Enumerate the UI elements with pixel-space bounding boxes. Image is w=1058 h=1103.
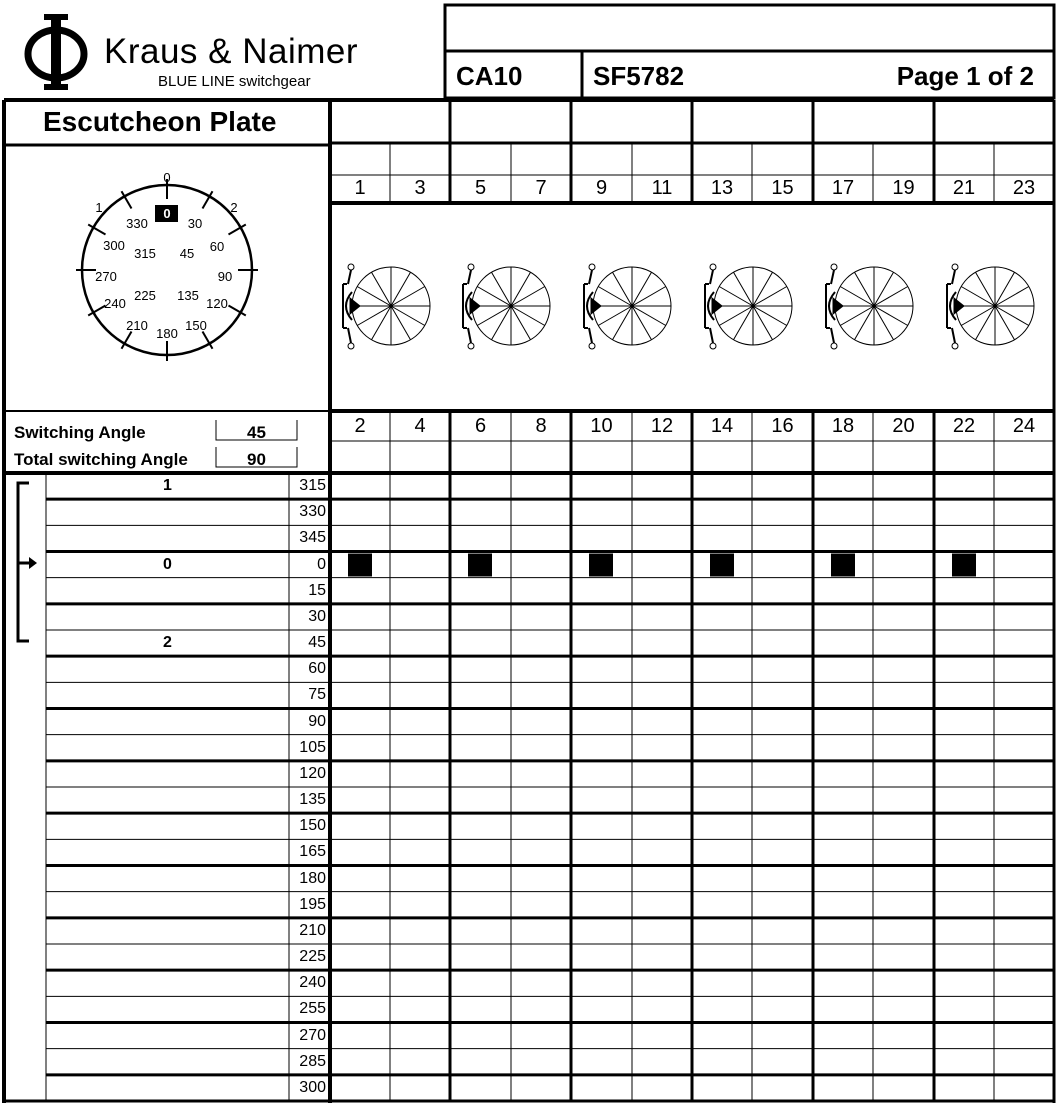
dial-label: 90 [217, 269, 233, 284]
current-position-arrow-icon [18, 557, 37, 569]
dial-label: 135 [177, 288, 199, 303]
switching-angle-value: 45 [247, 423, 266, 442]
switching-angle-label: Switching Angle [14, 423, 146, 442]
terminal-label: 7 [535, 177, 547, 199]
position-angle: 15 [308, 581, 326, 599]
dial-label: 270 [95, 269, 117, 284]
position-angle: 30 [308, 607, 326, 625]
terminal-label: 4 [414, 415, 426, 437]
series-code: CA10 [456, 61, 523, 91]
terminal-label: 23 [1012, 177, 1036, 199]
part-number: SF5782 [593, 61, 685, 91]
terminal-label: 6 [474, 415, 487, 437]
terminal-label: 20 [892, 415, 915, 437]
position-angle: 165 [299, 843, 326, 861]
terminal-label: 5 [474, 177, 487, 199]
dial-label: 240 [104, 296, 126, 311]
terminal-label: 15 [771, 177, 794, 199]
position-angle: 105 [299, 738, 326, 756]
position-angle: 315 [299, 477, 326, 494]
terminal-label: 24 [1012, 415, 1036, 437]
position-angle: 210 [299, 921, 326, 939]
terminal-label: 22 [952, 415, 976, 437]
contact-marks [348, 554, 976, 577]
terminal-label: 13 [710, 177, 734, 199]
dial-label: 45 [179, 246, 195, 261]
contact-closed-mark [468, 554, 492, 577]
section-title: Escutcheon Plate [43, 106, 277, 137]
position-label: 0 [163, 555, 172, 573]
contact-schematic-icon [826, 264, 913, 349]
terminal-label: 12 [650, 415, 674, 437]
dial-label: 0 [163, 206, 171, 221]
terminal-label: 2 [354, 415, 366, 437]
position-angle: 45 [308, 634, 326, 651]
terminal-label: 18 [831, 415, 855, 437]
contact-schematic-icon [343, 264, 430, 349]
dial-label: 300 [103, 238, 125, 253]
dial-position-label: 0 [163, 170, 171, 185]
dial-label: 210 [126, 318, 148, 333]
terminal-label: 9 [595, 177, 608, 199]
position-angle: 255 [299, 1000, 326, 1018]
total-angle-value: 90 [247, 450, 266, 469]
contact-schematic-icon [705, 264, 792, 349]
dial-label: 315 [134, 246, 156, 261]
dial-label: 225 [134, 288, 156, 303]
page-indicator: Page 1 of 2 [896, 61, 1034, 91]
dial-position-label: 2 [230, 200, 238, 215]
terminal-label: 8 [535, 415, 547, 437]
contact-closed-mark [952, 554, 976, 577]
position-label: 2 [163, 634, 172, 651]
dial-label: 150 [185, 318, 207, 333]
contact-closed-mark [831, 554, 855, 577]
position-angle: 225 [299, 948, 326, 965]
contact-closed-mark [348, 554, 372, 577]
position-angle: 345 [299, 529, 326, 547]
position-angle: 195 [299, 895, 326, 913]
dial-label: 60 [209, 239, 225, 254]
dial-label: 30 [187, 216, 203, 231]
terminal-label: 21 [952, 177, 976, 199]
position-angle: 285 [299, 1052, 326, 1070]
phi-logo-icon [22, 12, 94, 92]
terminal-label: 3 [414, 177, 426, 199]
brand-logo [22, 12, 94, 92]
position-angle: 60 [308, 660, 326, 678]
position-angle: 75 [308, 686, 326, 704]
contact-closed-mark [589, 554, 613, 577]
position-label: 1 [163, 477, 172, 494]
terminal-label: 11 [651, 177, 673, 199]
brand-tagline: BLUE LINE switchgear [158, 73, 311, 90]
position-angle: 330 [299, 503, 326, 521]
position-angle: 0 [317, 555, 326, 573]
position-angle: 300 [299, 1078, 326, 1096]
position-angle: 240 [299, 974, 326, 992]
terminal-label: 16 [771, 415, 794, 437]
dial-label: 180 [156, 326, 178, 341]
terminal-label: 19 [892, 177, 915, 199]
contact-schematic-icon [947, 264, 1034, 349]
brand-name: Kraus & Naimer [104, 32, 359, 71]
terminal-label: 1 [354, 177, 366, 199]
contact-schematic-icon [584, 264, 671, 349]
position-angle: 90 [308, 712, 326, 730]
dial-label: 330 [126, 216, 148, 231]
terminal-label: 17 [831, 177, 855, 199]
position-angle: 120 [299, 764, 326, 782]
position-angle: 180 [299, 869, 326, 887]
position-angle: 135 [299, 791, 326, 808]
position-angle: 270 [299, 1026, 326, 1044]
position-angle: 150 [299, 817, 326, 835]
contact-closed-mark [710, 554, 734, 577]
dial-position-label: 1 [95, 200, 103, 215]
contact-schematic-icon [463, 264, 550, 349]
contact-schematics [343, 264, 1034, 349]
terminal-label: 10 [590, 415, 613, 437]
terminal-label: 14 [710, 415, 734, 437]
dial-label: 120 [206, 296, 228, 311]
total-angle-label: Total switching Angle [14, 450, 188, 469]
